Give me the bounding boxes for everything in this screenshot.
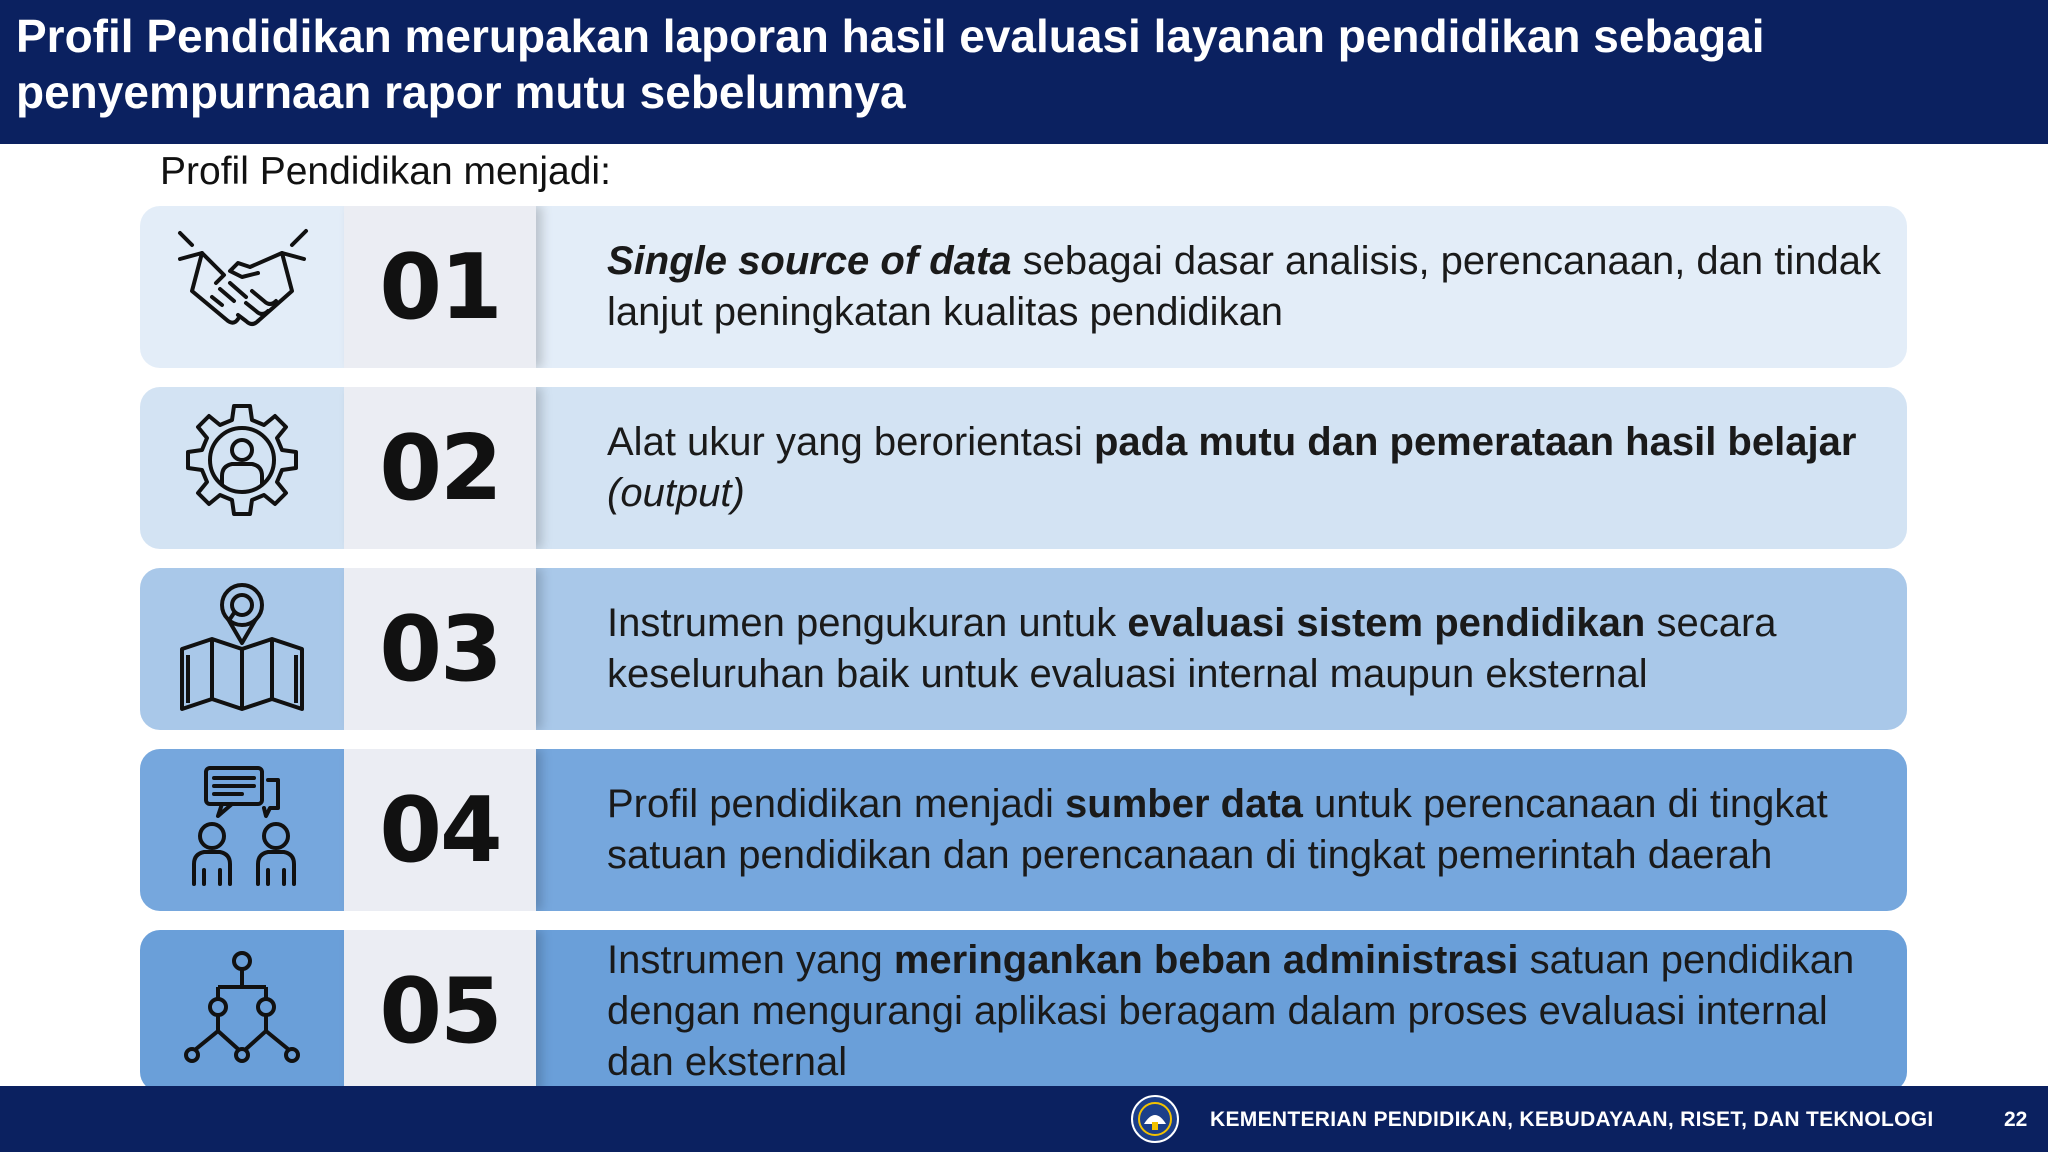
gear-person-icon bbox=[172, 398, 312, 538]
profile-point-card bbox=[140, 206, 1907, 368]
point-description bbox=[607, 387, 1887, 549]
point-number: 05 bbox=[379, 958, 501, 1064]
point-number: 03 bbox=[379, 596, 501, 702]
point-number-panel bbox=[344, 387, 536, 549]
handshake-icon bbox=[172, 217, 312, 357]
point-text-segment: Profil pendidikan menjadi bbox=[607, 782, 1066, 826]
point-text-segment: secara keseluruhan baik untuk evaluasi internal maupun eksternal bbox=[607, 601, 1777, 696]
profile-point-card bbox=[140, 387, 1907, 549]
point-description-text bbox=[607, 598, 1887, 700]
point-text-segment: Alat ukur yang berorientasi bbox=[607, 420, 1094, 464]
point-number: 01 bbox=[379, 234, 501, 340]
point-text-segment: pada mutu dan pemerataan hasil belajar bbox=[1093, 420, 1857, 464]
point-text-segment: Instrumen yang bbox=[607, 937, 894, 982]
point-icon-cell bbox=[140, 749, 344, 911]
map-search-icon bbox=[172, 579, 312, 719]
point-description-text bbox=[607, 779, 1887, 881]
point-description bbox=[607, 930, 1887, 1092]
point-number-panel bbox=[344, 930, 536, 1092]
point-number-panel bbox=[344, 568, 536, 730]
profile-point-card bbox=[140, 930, 1907, 1092]
ministry-logo-icon bbox=[1130, 1094, 1180, 1144]
slide-title: Profil Pendidikan merupakan laporan hasil evaluasi layanan pendidikan sebagai penyempurnaan rapor mutu sebelumnya bbox=[16, 10, 1765, 118]
point-text-segment: sebagai dasar analisis, perencanaan, dan tindak lanjut peningkatan kualitas pendidikan bbox=[607, 239, 1882, 334]
point-description bbox=[607, 749, 1887, 911]
point-text-segment: satuan pendidikan dengan mengurangi aplikasi beragam dalam proses evaluasi internal dan eksternal bbox=[607, 937, 1855, 1084]
page-number: 22 bbox=[2004, 1108, 2028, 1131]
point-icon-cell bbox=[140, 930, 344, 1092]
point-text-segment: meringankan beban administrasi bbox=[893, 937, 1519, 982]
footer-bar bbox=[0, 1086, 2048, 1152]
point-text-segment: evaluasi sistem pendidikan bbox=[1127, 601, 1646, 645]
point-text-segment: Instrumen pengukuran untuk bbox=[607, 601, 1128, 645]
point-text-segment: Single source of data bbox=[607, 239, 1012, 283]
point-text-segment: (output) bbox=[607, 471, 745, 515]
point-description bbox=[607, 206, 1887, 368]
list-intro: Profil Pendidikan menjadi: bbox=[160, 150, 611, 193]
point-description-text bbox=[607, 935, 1887, 1088]
point-number: 02 bbox=[379, 415, 501, 521]
point-text-segment: untuk perencanaan di tingkat satuan pendidikan dan perencanaan di tingkat pemerintah daerah bbox=[607, 782, 1828, 877]
point-description-text bbox=[607, 417, 1887, 519]
point-number: 04 bbox=[379, 777, 501, 883]
hierarchy-icon bbox=[172, 941, 312, 1081]
profile-point-card bbox=[140, 568, 1907, 730]
ministry-name: KEMENTERIAN PENDIDIKAN, KEBUDAYAAN, RISET, DAN TEKNOLOGI bbox=[1210, 1108, 1934, 1131]
point-description bbox=[607, 568, 1887, 730]
point-icon-cell bbox=[140, 206, 344, 368]
point-number-panel bbox=[344, 749, 536, 911]
point-number-panel bbox=[344, 206, 536, 368]
point-description-text bbox=[607, 236, 1887, 338]
profile-point-card bbox=[140, 749, 1907, 911]
people-chat-icon bbox=[172, 760, 312, 900]
point-text-segment bbox=[607, 239, 1012, 283]
point-text-segment: sumber data bbox=[1065, 782, 1303, 826]
point-icon-cell bbox=[140, 387, 344, 549]
point-icon-cell bbox=[140, 568, 344, 730]
header-bar bbox=[0, 0, 2048, 144]
